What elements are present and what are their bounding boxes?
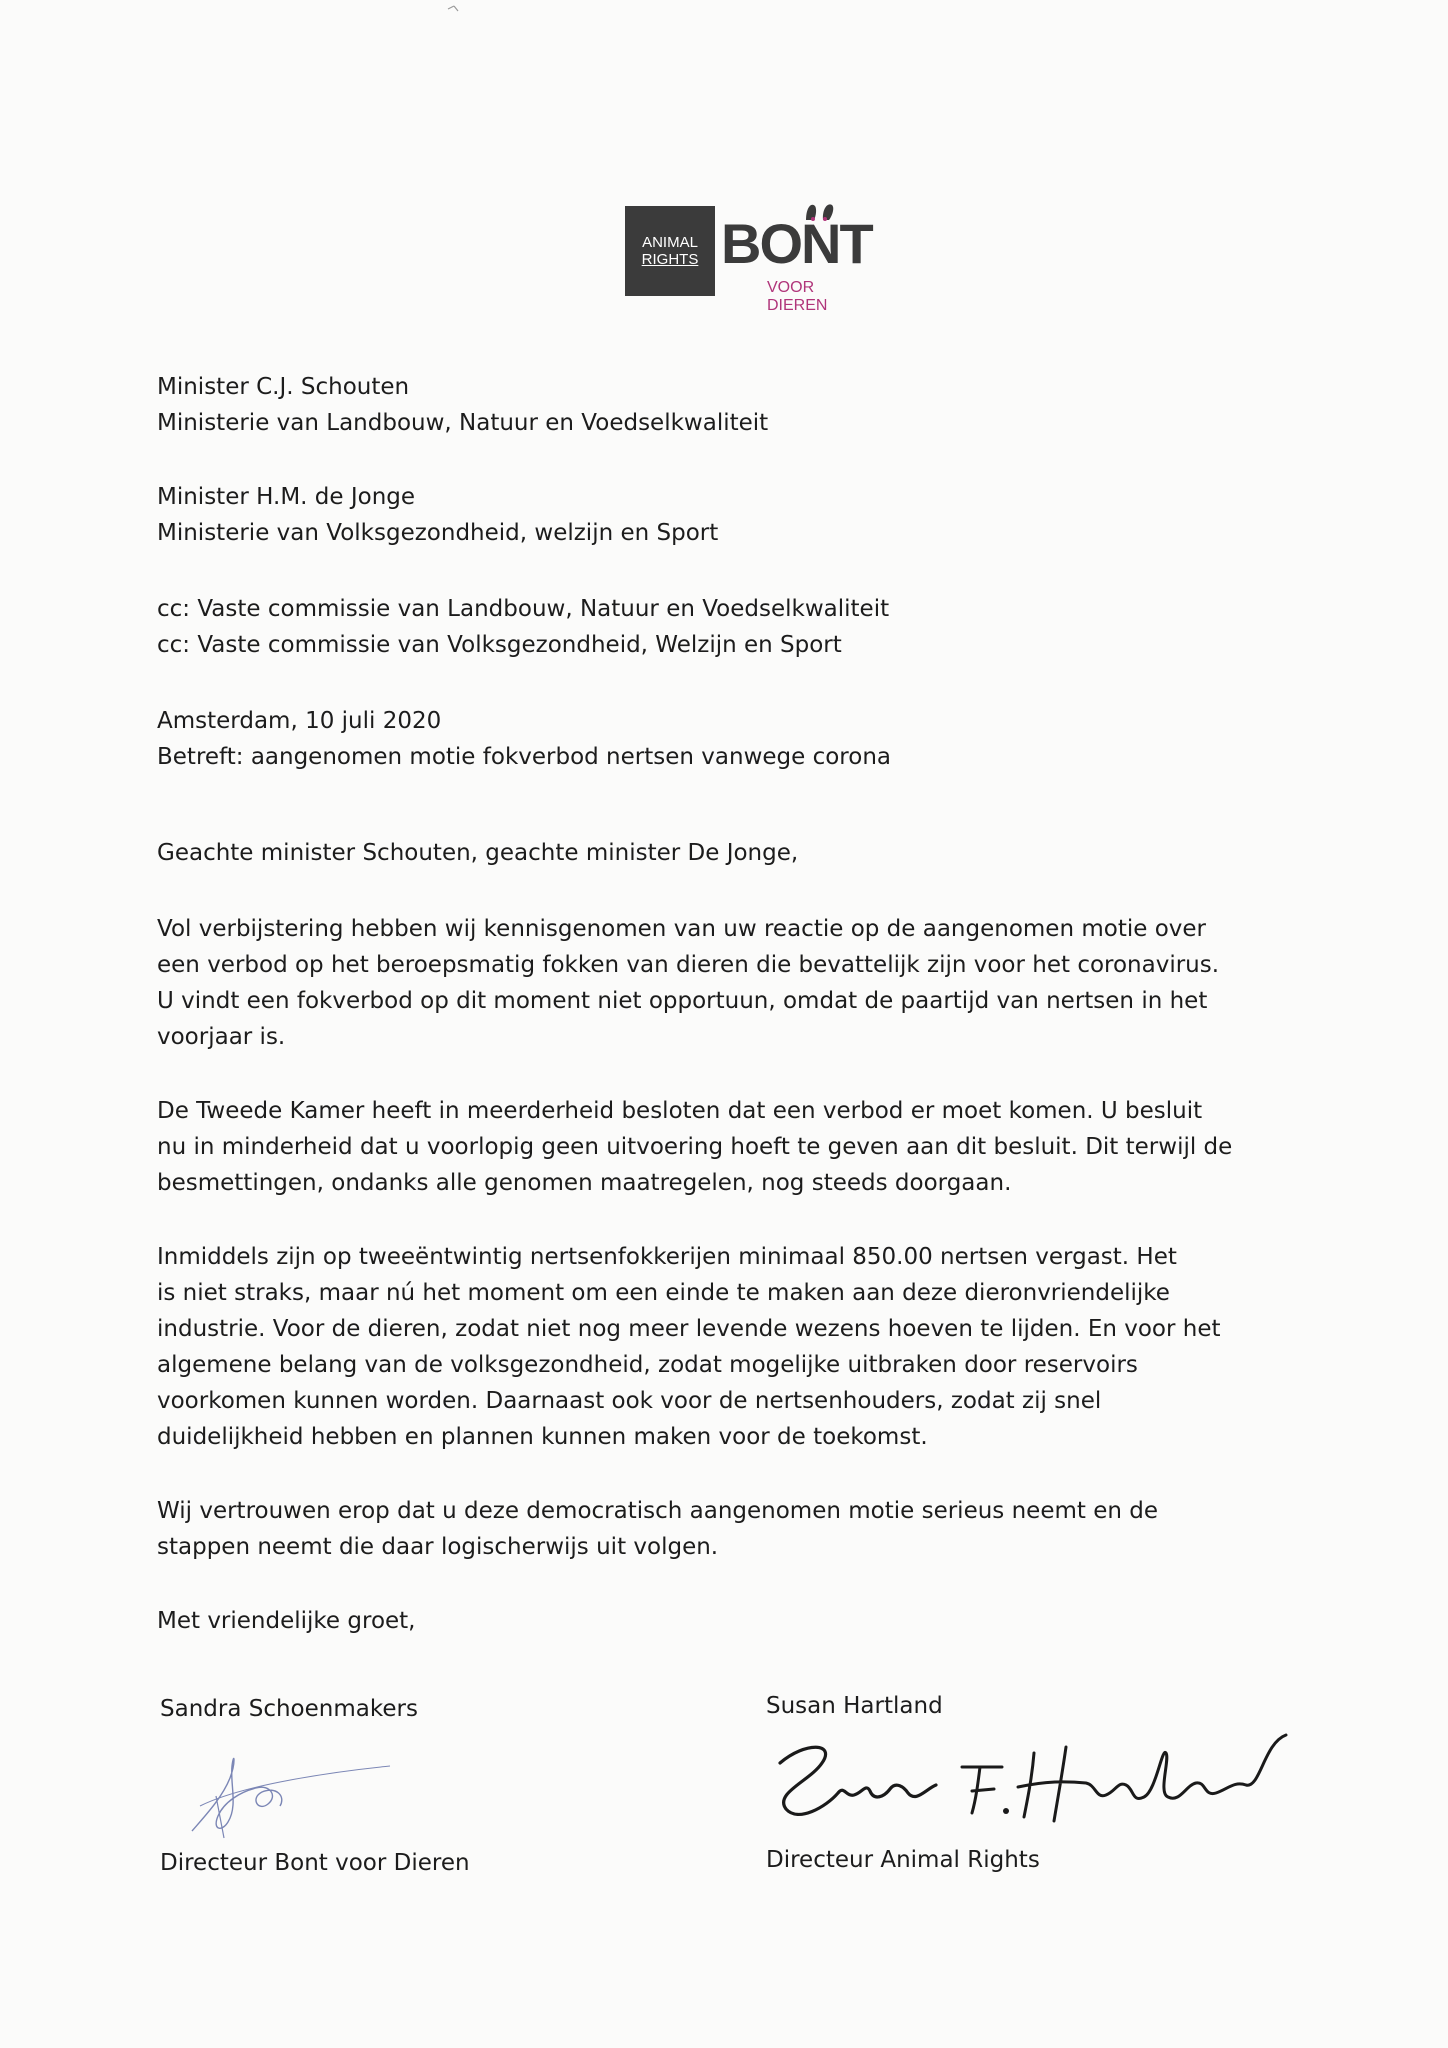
signatory-name: Sandra Schoenmakers	[160, 1696, 418, 1722]
logo-box-line1: ANIMAL	[642, 234, 698, 251]
paragraph-line: algemene belang van de volksgezondheid, zodat mogelijke uitbraken door reservoirs	[157, 1352, 1138, 1378]
paragraph-2	[157, 1093, 1317, 1201]
closing-text: Met vriendelijke groet,	[157, 1608, 416, 1634]
paragraph-line: industrie. Voor de dieren, zodat niet nog meer levende wezens hoeven te lijden. En voor het	[157, 1316, 1221, 1342]
signatory-title: Directeur Animal Rights	[766, 1847, 1040, 1873]
organisation-logo	[625, 196, 875, 314]
paragraph-line: De Tweede Kamer heeft in meerderheid besloten dat een verbod er moet komen. U besluit	[157, 1098, 1203, 1124]
logo-subtitle: VOOR DIEREN	[767, 279, 828, 314]
signatory-name: Susan Hartland	[766, 1693, 943, 1719]
scan-mark	[446, 3, 462, 13]
letter-body	[157, 369, 1317, 1639]
paragraph-line: Inmiddels zijn op tweeëntwintig nertsenfokkerijen minimaal 850.00 nertsen vergast. Het	[157, 1244, 1177, 1270]
signature-block-right	[766, 1689, 1326, 1877]
recipient-block-1	[157, 369, 1317, 441]
cc-line: cc: Vaste commissie van Landbouw, Natuur en Voedselkwaliteit	[157, 596, 890, 622]
handwritten-signature-left	[160, 1726, 580, 1846]
paragraph-line: stappen neemt die daar logischerwijs uit volgen.	[157, 1534, 719, 1560]
paragraph-1	[157, 911, 1317, 1055]
address-line: Ministerie van Volksgezondheid, welzijn en Sport	[157, 520, 719, 546]
closing	[157, 1603, 1317, 1639]
paragraph-line: besmettingen, ondanks alle genomen maatregelen, nog steeds doorgaan.	[157, 1170, 1012, 1196]
address-line: Minister C.J. Schouten	[157, 374, 410, 400]
paragraph-line: voorkomen kunnen worden. Daarnaast ook voor de nertsenhouders, zodat zij snel	[157, 1388, 1102, 1414]
signatory-title: Directeur Bont voor Dieren	[160, 1850, 470, 1876]
paragraph-line: duidelijkheid hebben en plannen kunnen maken voor de toekomst.	[157, 1424, 928, 1450]
handwritten-signature-right	[766, 1723, 1326, 1843]
signature-block-left	[160, 1692, 580, 1880]
paragraph-line: Vol verbijstering hebben wij kennisgenomen van uw reactie op de aangenomen motie over	[157, 916, 1206, 942]
subject-line: Betreft: aangenomen motie fokverbod nertsen vanwege corona	[157, 744, 892, 770]
date-subject-block	[157, 703, 1317, 775]
paragraph-3	[157, 1239, 1317, 1455]
address-line: Ministerie van Landbouw, Natuur en Voedselkwaliteit	[157, 410, 769, 436]
salutation-text: Geachte minister Schouten, geachte minister De Jonge,	[157, 840, 799, 866]
salutation	[157, 835, 1317, 871]
paragraph-line: nu in minderheid dat u voorlopig geen uitvoering hoeft te geven aan dit besluit. Dit terwijl de	[157, 1134, 1233, 1160]
paragraph-line: voorjaar is.	[157, 1024, 286, 1050]
cc-block	[157, 591, 1317, 663]
bont-wordmark: BONT	[721, 212, 872, 275]
paragraph-line: is niet straks, maar nú het moment om een einde te maken aan deze dieronvriendelijke	[157, 1280, 1170, 1306]
cc-line: cc: Vaste commissie van Volksgezondheid, Welzijn en Sport	[157, 632, 842, 658]
paragraph-4	[157, 1493, 1317, 1565]
paragraph-line: een verbod op het beroepsmatig fokken van dieren die bevattelijk zijn voor het coronavirus.	[157, 952, 1220, 978]
animal-rights-logo	[625, 206, 715, 296]
recipient-block-2	[157, 479, 1317, 551]
place-date: Amsterdam, 10 juli 2020	[157, 708, 442, 734]
address-line: Minister H.M. de Jonge	[157, 484, 416, 510]
paragraph-line: Wij vertrouwen erop dat u deze democratisch aangenomen motie serieus neemt en de	[157, 1498, 1158, 1524]
logo-box-line2: RIGHTS	[641, 251, 699, 268]
paragraph-line: U vindt een fokverbod op dit moment niet opportuun, omdat de paartijd van nertsen in het	[157, 988, 1208, 1014]
